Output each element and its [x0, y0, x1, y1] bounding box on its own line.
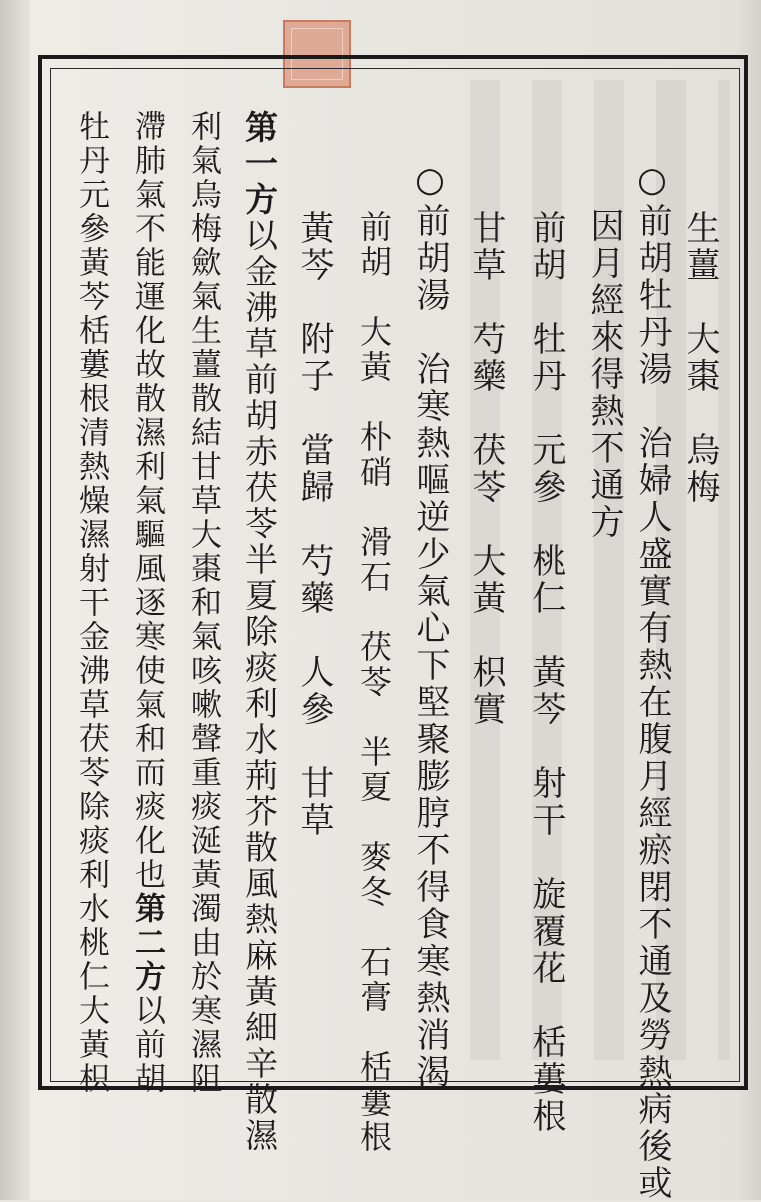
text-column-9-body: 以金沸草前胡赤茯苓半夏除痰利水荊芥散風熱麻黃細辛散濕 — [240, 218, 279, 1154]
text-column-5: 甘草 芍藥 茯苓 大黃 枳實 — [466, 210, 506, 728]
text-column-7: 前胡 大黃 朴硝 滑石 茯苓 半夏 麥冬 石膏 栝蔞根 — [355, 210, 393, 1155]
text-column-10: 利氣烏梅歛氣生薑散結甘草大棗和氣咳嗽聲重痰涎黃濁由於寒濕阻 — [185, 110, 221, 1096]
text-column-12: 牡丹元參黃芩栝蔞根清熱燥濕射干金沸草茯苓除痰利水桃仁大黃枳 — [73, 110, 109, 1096]
text-column-11 — [125, 110, 169, 1096]
text-column-11-body: 滯肺氣不能運化故散濕利氣驅風逐寒使氣和而痰化也 — [129, 110, 165, 892]
formula-label-2: 第二方 — [129, 892, 165, 994]
text-column-8: 黃芩 附子 當歸 芍藥 人參 甘草 — [294, 210, 334, 839]
formula-label-1: 第一方 — [240, 110, 279, 218]
text-column-9 — [237, 110, 281, 1154]
text-column-2: ○前胡牡丹湯 治婦人盛實有熱在腹月經瘀閉不通及勞熱病後或 — [632, 160, 672, 1202]
text-column-11-tail: 以前胡 — [129, 994, 165, 1096]
text-column-4: 前胡 牡丹 元參 桃仁 黃芩 射干 旋覆花 栝蔞根 — [526, 210, 566, 1135]
text-column-3: 因月經來得熱不通方 — [584, 208, 624, 541]
text-column-6: ○前胡湯 治寒熱嘔逆少氣心下堅聚膨脝不得食寒熱消渴 — [410, 160, 450, 1091]
book-gutter — [0, 0, 30, 1200]
text-column-1: 生薑 大棗 烏梅 — [680, 210, 720, 506]
